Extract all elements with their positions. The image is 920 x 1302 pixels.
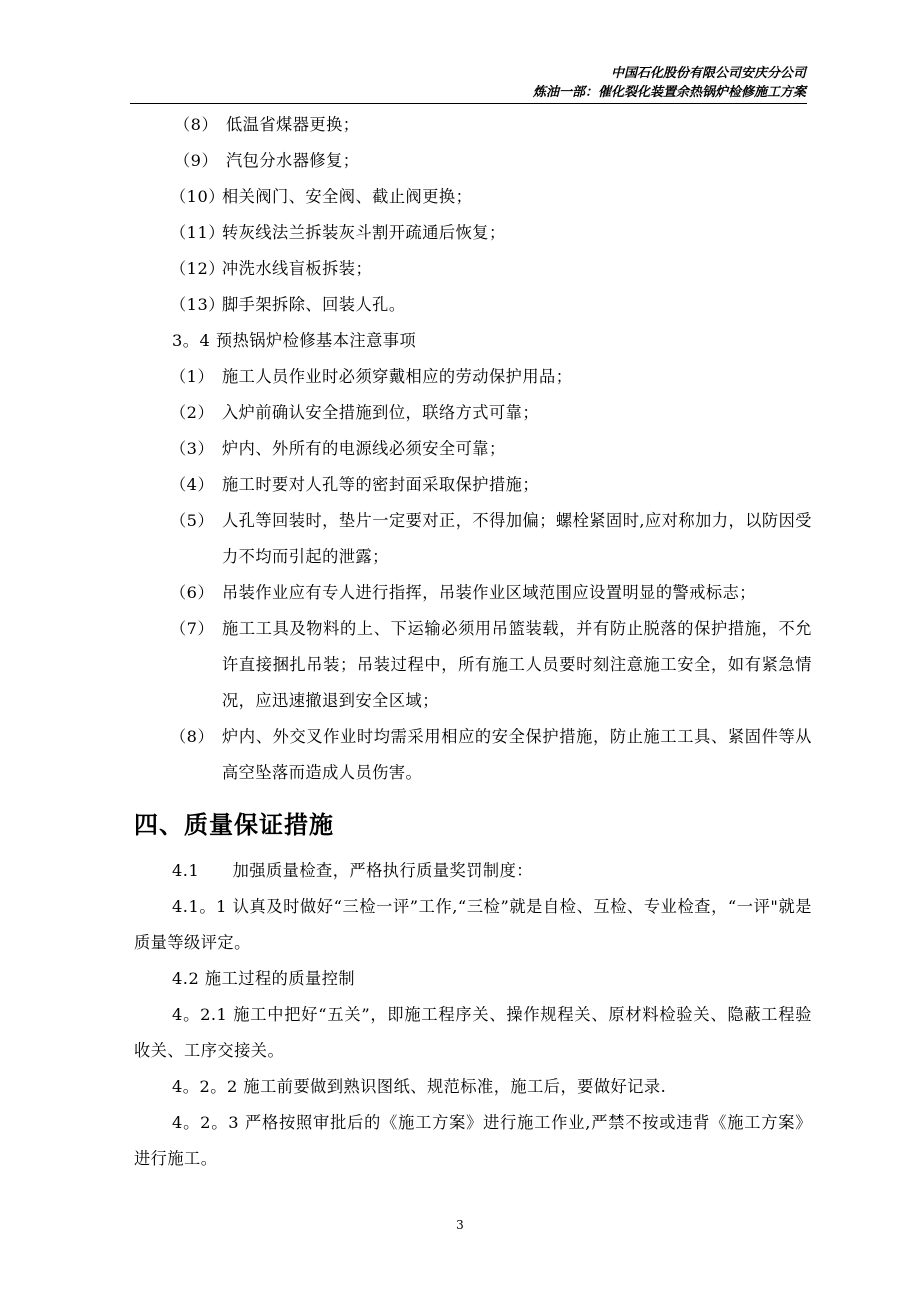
paragraph: 4。2。2 施工前要做到熟识图纸、规范标准，施工后，要做好记录.	[172, 1077, 667, 1096]
item-text: 炉内、外所有的电源线必须安全可靠；	[222, 439, 506, 458]
list-item	[134, 611, 812, 719]
item-text: 吊装作业应有专人进行指挥，吊装作业区域范围应设置明显的警戒标志；	[222, 583, 756, 602]
item-text: 人孔等回装时，垫片一定要对正，不得加偏；螺栓紧固时,应对称加力，以防因受力不均而引起的泄露；	[222, 511, 812, 566]
item-number: （3）	[170, 439, 215, 458]
section-4-heading: 四、质量保证措施	[134, 811, 334, 839]
list-b	[134, 359, 812, 791]
item-text: 低温省煤器更换；	[226, 115, 360, 134]
header-company: 中国石化股份有限公司安庆分公司	[610, 66, 806, 81]
item-text: 脚手架拆除、回装人孔。	[222, 295, 406, 314]
item-text: 施工时要对人孔等的密封面采取保护措施；	[222, 475, 540, 494]
list-item	[134, 431, 812, 467]
paragraph: 4。2。3 严格按照审批后的《施工方案》进行施工作业,严禁不按或违背《施工方案》进行施工。	[134, 1113, 812, 1168]
item-number: （10）	[170, 187, 225, 206]
list-item	[134, 503, 812, 575]
item-text: 汽包分水器修复；	[226, 151, 360, 170]
item-number: （8）	[170, 727, 215, 746]
paragraph: 4.1。1 认真及时做好“三检一评”工作,“三检”就是自检、互检、专业检查，“一评"就是质量等级评定。	[134, 897, 812, 952]
item-text: 转灰线法兰拆装灰斗割开疏通后恢复；	[222, 223, 506, 242]
item-number: （9）	[174, 151, 219, 170]
list-a	[134, 107, 812, 323]
list-item	[134, 395, 812, 431]
paragraph: 4。2.1 施工中把好“五关”，即施工程序关、操作规程关、原材料检验关、隐蔽工程验收关、工序交接关。	[134, 1005, 812, 1060]
item-text: 相关阀门、安全阀、截止阀更换；	[222, 187, 473, 206]
list-item	[134, 719, 812, 791]
item-number: （12）	[170, 259, 225, 278]
list-item	[134, 467, 812, 503]
page-header	[533, 64, 806, 102]
header-document-title: 炼油一部：催化裂化装置余热锅炉检修施工方案	[532, 85, 806, 100]
list-item	[134, 143, 812, 179]
paragraph: 4.2 施工过程的质量控制	[172, 969, 356, 988]
list-item	[134, 359, 812, 395]
page-number: 3	[456, 1218, 464, 1232]
item-text: 炉内、外交叉作业时均需采用相应的安全保护措施，防止施工工具、紧固件等从高空坠落而造成人员伤害。	[222, 727, 812, 782]
list-item	[134, 215, 812, 251]
item-number: （13）	[170, 295, 225, 314]
list-item	[134, 575, 812, 611]
item-number: （5）	[170, 511, 215, 530]
item-number: （6）	[170, 583, 215, 602]
item-number: （4）	[170, 475, 215, 494]
item-number: （8）	[174, 115, 219, 134]
document-body	[134, 107, 812, 1177]
item-number: （7）	[170, 619, 215, 638]
item-text: 施工人员作业时必须穿戴相应的劳动保护用品；	[222, 367, 573, 386]
item-text: 施工工具及物料的上、下运输必须用吊篮装载，并有防止脱落的保护措施，不允许直接捆扎吊装；吊装过程中，所有施工人员要时刻注意施工安全，如有紧急情况，应迅速撤退到安全区域；	[222, 619, 812, 710]
header-rule	[130, 103, 807, 104]
paragraph: 4.1 加强质量检查，严格执行质量奖罚制度：	[172, 861, 533, 880]
item-number: （11）	[170, 223, 225, 242]
item-number: （2）	[170, 403, 215, 422]
section-3-4-title: 3。4 预热锅炉检修基本注意事项	[172, 331, 417, 350]
list-item	[134, 287, 812, 323]
list-item	[134, 179, 812, 215]
item-number: （1）	[170, 367, 215, 386]
item-text: 冲洗水线盲板拆装；	[222, 259, 373, 278]
item-text: 入炉前确认安全措施到位，联络方式可靠；	[222, 403, 540, 422]
list-item	[134, 251, 812, 287]
list-item	[134, 107, 812, 143]
